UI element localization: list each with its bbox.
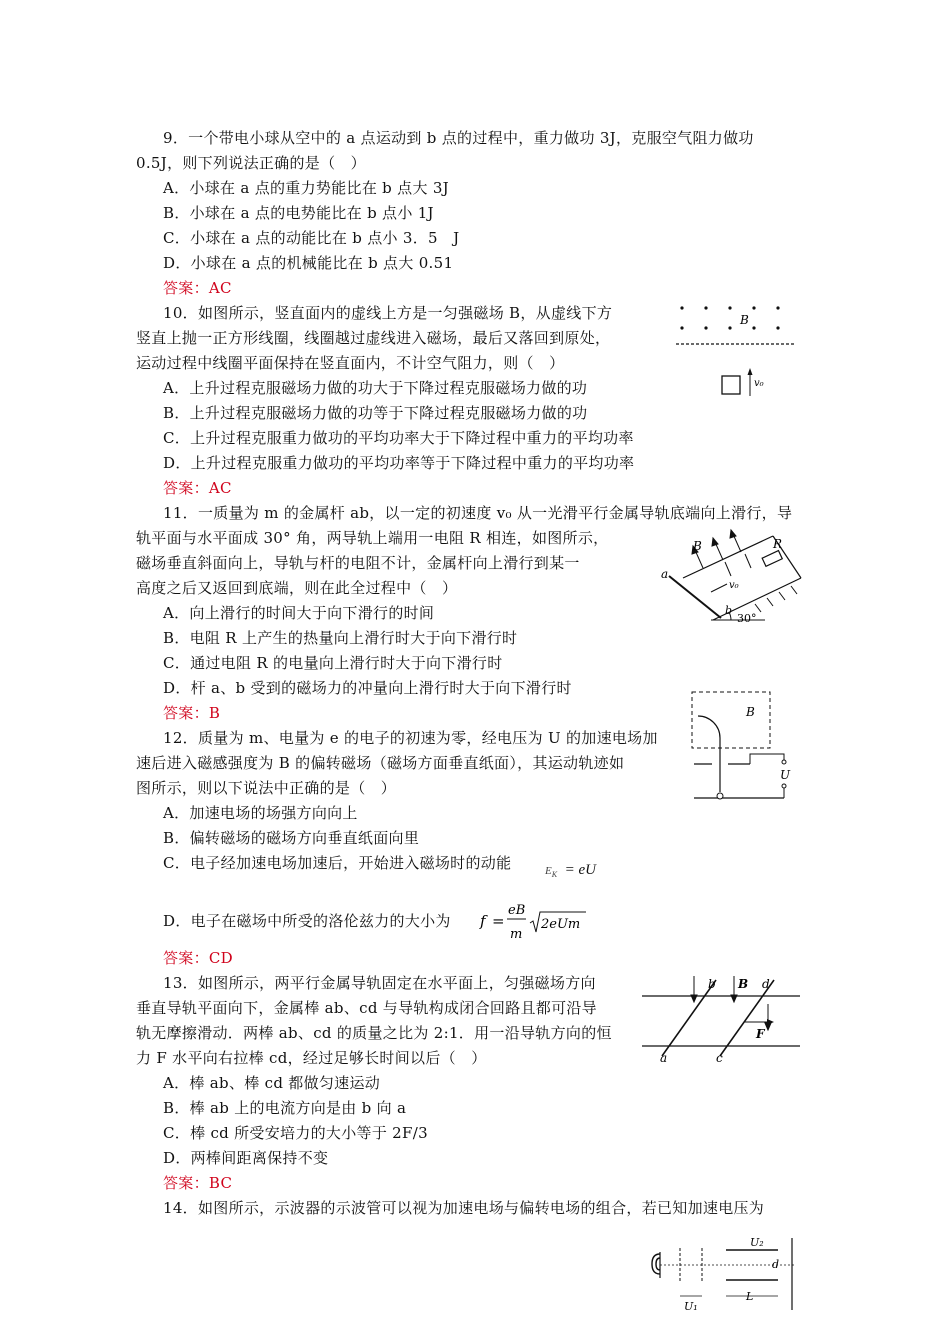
- q14-stem-line1: 14．如图所示，示波器的示波管可以视为加速电场与偏转电场的组合，若已知加速电压为: [163, 1199, 765, 1217]
- q13-answer: 答案：BC: [163, 1174, 233, 1192]
- q9-option-c: C．小球在 a 点的动能比在 b 点小 3．5 J: [163, 229, 460, 247]
- electron-gun-filament: [652, 1254, 660, 1274]
- svg-text:f: f: [480, 912, 486, 930]
- magnetic-field-region: [692, 692, 770, 748]
- wire-upper: [750, 754, 784, 764]
- svg-text:eB: eB: [508, 903, 526, 918]
- q12-option-a: A．加速电场的场强方向向上: [163, 804, 358, 822]
- terminal-upper: [782, 760, 786, 764]
- q13-label-a: a: [660, 1051, 668, 1064]
- q10-option-c: C．上升过程克服重力做功的平均功率大于下降过程中重力的平均功率: [163, 429, 634, 447]
- q12-option-b: B．偏转磁场的磁场方向垂直纸面向里: [163, 829, 420, 847]
- q14-d-label: d: [772, 1258, 780, 1271]
- q13-option-a: A．棒 ab、棒 cd 都做匀速运动: [163, 1074, 381, 1092]
- q10-stem-line2: 竖直上抛一正方形线圈，线圈越过虚线进入磁场，最后又落回到原处，: [136, 329, 611, 347]
- q14-figure: [646, 1234, 802, 1334]
- q13-force-label: F: [756, 1027, 765, 1041]
- q10-option-a: A．上升过程克服磁场力做的功大于下降过程克服磁场力做的功: [163, 379, 588, 397]
- q13-stem-line4: 力 F 水平向右拉棒 cd，经过足够长时间以后（ ）: [136, 1049, 487, 1067]
- electron-trajectory: [698, 716, 720, 792]
- resistor-r: [762, 551, 782, 567]
- q10-answer: 答案：AC: [163, 479, 232, 497]
- rod-velocity-arrow: [711, 584, 727, 592]
- q11-rod-end-b: b: [725, 604, 733, 617]
- metal-rod-ab: [669, 576, 721, 618]
- q14-l-label: L: [746, 1290, 754, 1303]
- q11-stem-line2: 轨平面与水平面成 30° 角，两导轨上端用一电阻 R 相连，如图所示，: [136, 529, 609, 547]
- q13-field-label: B: [738, 977, 749, 991]
- rod-ab: [662, 980, 716, 1056]
- q12-option-c: C．电子经加速电场加速后，开始进入磁场时的动能: [163, 854, 512, 872]
- svg-text:m: m: [510, 927, 523, 942]
- q13-label-c: c: [716, 1051, 723, 1064]
- q12-field-label: B: [746, 705, 755, 719]
- q14-u1-label: U₁: [684, 1300, 698, 1313]
- terminal-lower: [782, 784, 786, 788]
- q13-option-d: D．两棒间距离保持不变: [163, 1149, 329, 1167]
- q9-option-a: A．小球在 a 点的重力势能比在 b 点大 3J: [163, 179, 449, 197]
- q12-stem-line1: 12．质量为 m、电量为 e 的电子的初速为零，经电压为 U 的加速电场加: [163, 729, 658, 747]
- q12-option-d: D．电子在磁场中所受的洛伦兹力的大小为: [163, 912, 451, 930]
- q9-option-d: D．小球在 a 点的机械能比在 b 点大 0.51: [163, 254, 454, 272]
- q10-option-d: D．上升过程克服重力做功的平均功率等于下降过程中重力的平均功率: [163, 454, 635, 472]
- q11-figure: [655, 528, 805, 628]
- q13-option-c: C．棒 cd 所受安培力的大小等于 2F/3: [163, 1124, 428, 1142]
- q10-figure: [672, 296, 798, 408]
- q9-stem-line2: 0.5J，则下列说法正确的是（ ）: [136, 154, 366, 172]
- q11-field-label: B: [693, 539, 702, 553]
- svg-text:2eUm: 2eUm: [541, 917, 581, 932]
- q12-stem-line2: 速后进入磁感强度为 B 的偏转磁场（磁场方面垂直纸面），其运动轨迹如: [136, 754, 625, 772]
- q13-stem-line1: 13．如图所示，两平行金属导轨固定在水平面上，匀强磁场方向: [163, 974, 596, 992]
- q10-option-b: B．上升过程克服磁场力做的功等于下降过程克服磁场力做的功: [163, 404, 588, 422]
- q13-label-d: d: [762, 977, 770, 991]
- electron-source: [717, 793, 723, 799]
- q11-option-b: B．电阻 R 上产生的热量向上滑行时大于向下滑行时: [163, 629, 518, 647]
- q13-stem-line2: 垂直导轨平面向下，金属棒 ab、cd 与导轨构成闭合回路且都可沿导: [136, 999, 597, 1017]
- q12-stem-line3: 图所示，则以下说法中正确的是（ ）: [136, 779, 397, 797]
- q10-velocity-label: v₀: [754, 378, 764, 389]
- q11-option-d: D．杆 a、b 受到的磁场力的冲量向上滑行时大于向下滑行时: [163, 679, 572, 697]
- q11-rod-end-a: a: [661, 567, 669, 581]
- q12-figure: [690, 688, 802, 806]
- q13-option-b: B．棒 ab 上的电流方向是由 b 向 a: [163, 1099, 407, 1117]
- q14-u2-label: U₂: [750, 1236, 764, 1249]
- q12-voltage-label: U: [780, 768, 791, 782]
- rod-cd: [720, 980, 774, 1056]
- svg-text:=: =: [492, 912, 505, 930]
- q11-stem-line4: 高度之后又返回到底端，则在此全过程中（ ）: [136, 579, 458, 597]
- q12-answer: 答案：CD: [163, 949, 234, 967]
- q13-label-b: b: [708, 977, 716, 991]
- q13-stem-line3: 轨无摩擦滑动．两棒 ab、cd 的质量之比为 2:1．用一沿导轨方向的恒: [136, 1024, 612, 1042]
- q10-stem-line1: 10．如图所示，竖直面内的虚线上方是一匀强磁场 B，从虚线下方: [163, 304, 613, 322]
- q11-stem-line1: 11．一质量为 m 的金属杆 ab，以一定的初速度 v₀ 从一光滑平行金属导轨底端向上滑行，导: [163, 504, 793, 522]
- q13-figure: [640, 968, 802, 1064]
- q11-angle-label: 30°: [737, 612, 757, 625]
- q10-stem-line3: 运动过程中线圈平面保持在竖直面内，不计空气阻力，则（ ）: [136, 354, 565, 372]
- square-coil: [722, 376, 740, 394]
- q9-stem-line1: 9．一个带电小球从空中的 a 点运动到 b 点的过程中，重力做功 3J，克服空气阻力做功: [163, 129, 754, 147]
- q11-velocity-label: v₀: [729, 580, 739, 591]
- q12-kinetic-energy-formula: $E_K$ = eU: [545, 862, 596, 880]
- q9-option-b: B．小球在 a 点的电势能比在 b 点小 1J: [163, 204, 434, 222]
- q12-lorentz-formula: [478, 898, 588, 944]
- q11-resistor-label: R: [773, 537, 783, 551]
- q10-field-label: B: [740, 313, 749, 327]
- velocity-arrow-head: [748, 368, 753, 375]
- q11-answer: 答案：B: [163, 704, 221, 722]
- q11-stem-line3: 磁场垂直斜面向上，导轨与杆的电阻不计，金属杆向上滑行到某一: [136, 554, 580, 572]
- magnetic-field-dots: [680, 306, 779, 329]
- q9-answer: 答案：AC: [163, 279, 232, 297]
- q11-option-c: C．通过电阻 R 的电量向上滑行时大于向下滑行时: [163, 654, 503, 672]
- q11-option-a: A．向上滑行的时间大于向下滑行的时间: [163, 604, 435, 622]
